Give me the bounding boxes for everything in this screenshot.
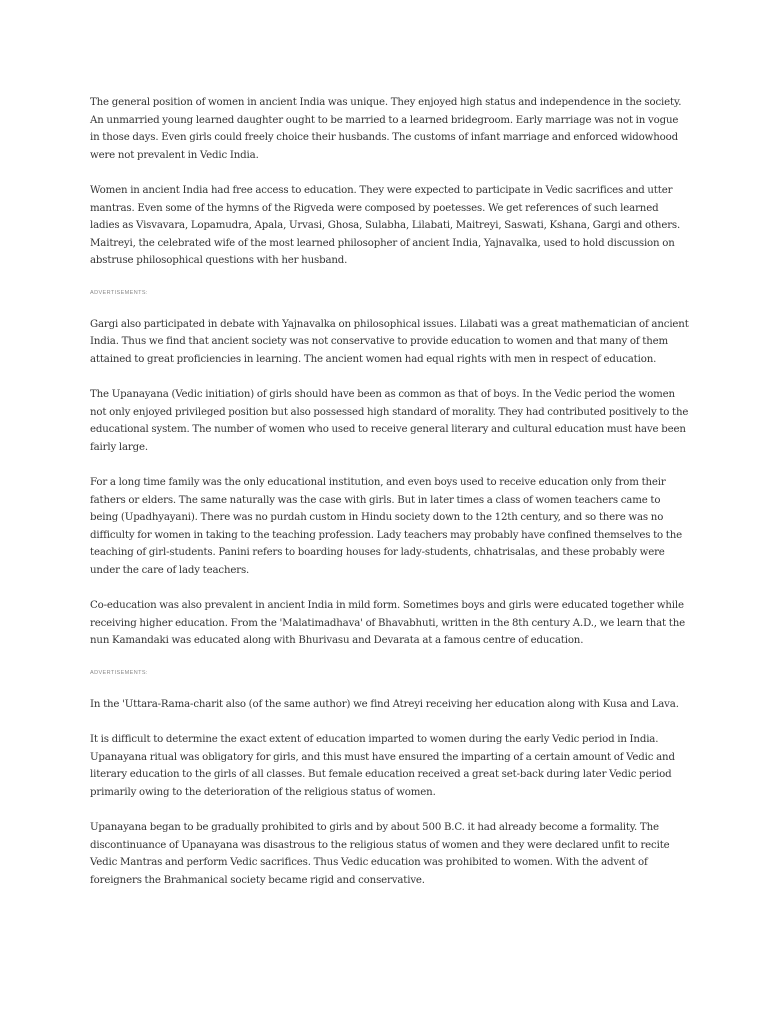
article-body — [90, 94, 690, 889]
paragraph-gargi: Gargi also participated in debate with Yajnavalka on philosophical issues. Lilabati was a great mathematician of ancient India. Thus we find that ancient society was not conservative to provide education to women and that many of them attained to great proficiencies in learning. The ancient women had equal rights with men in respect of education. — [90, 318, 689, 365]
paragraph-extent-of-education: It is difficult to determine the exact extent of education imparted to women during the early Vedic period in India. Upanayana ritual was obligatory for girls, and this must have ensured the imparting of a certain amount of Vedic and literary education to the girls of all classes. But female education received a great set-back during later Vedic period primarily owing to the deterioration of the religious status of women. — [90, 734, 675, 798]
paragraph-position-of-women: The general position of women in ancient India was unique. They enjoyed high status and independence in the society. An unmarried young learned daughter ought to be married to a learned bridegroom. Early marriage was not in vogue in those days. Even girls could freely choice their husbands. The customs of infant marriage and enforced widowhood were not prevalent in Vedic India. — [90, 97, 682, 161]
paragraph-co-education: Co-education was also prevalent in ancient India in mild form. Sometimes boys and girls were educated together while receiving higher education. From the 'Malatimadhava' of Bhavabhuti, written in the 8th century A.D., we learn that the nun Kamandaki was educated along with Bhurivasu and Devarata at a famous centre of education. — [90, 600, 685, 646]
advertisement-label: ADVERTISEMENTS: — [90, 669, 148, 676]
paragraph-upanayana: The Upanayana (Vedic initiation) of girls should have been as common as that of boys. In the Vedic period the women not only enjoyed privileged position but also possessed high standard of morality. They had contributed positively to the educational system. The number of women who used to receive general literary and cultural education must have been fairly large. — [90, 389, 689, 453]
paragraph-upanayana-prohibited: Upanayana began to be gradually prohibited to girls and by about 500 B.C. it had already become a formality. The discontinuance of Upanayana was disastrous to the religious status of women and they were declared unfit to recite Vedic Mantras and perform Vedic sacrifices. Thus Vedic education was prohibited to women. With the advent of foreigners the Brahmanical society became rigid and conservative. — [90, 822, 670, 886]
paragraph-family-institution: For a long time family was the only educational institution, and even boys used to receive education only from their fathers or elders. The same naturally was the case with girls. But in later times a class of women teachers came to being (Upadhyayani). There was no purdah custom in Hindu society down to the 12th century, and so there was no difficulty for women in taking to the teaching profession. Lady teachers may probably have confined themselves to the teaching of girl-students. Panini refers to boarding houses for lady-students, chhatrisalas, and these probably were under the care of lady teachers. — [90, 477, 683, 576]
advertisement-label: ADVERTISEMENTS: — [90, 289, 148, 296]
paragraph-access-to-education: Women in ancient India had free access to education. They were expected to participate in Vedic sacrifices and utter mantras. Even some of the hymns of the Rigveda were composed by poetesses. We get references of such learned ladies as Visvavara, Lopamudra, Apala, Urvasi, Ghosa, Sulabha, Lilabati, Maitreyi, Saswati, Kshana, Gargi and others. Maitreyi, the celebrated wife of the most learned philosopher of ancient India, Yajnavalka, used to hold discussion on abstruse philosophical questions with her husband. — [90, 185, 681, 266]
paragraph-uttara-rama-charit: In the 'Uttara-Rama-charit also (of the same author) we find Atreyi receiving her education along with Kusa and Lava. — [90, 698, 679, 710]
